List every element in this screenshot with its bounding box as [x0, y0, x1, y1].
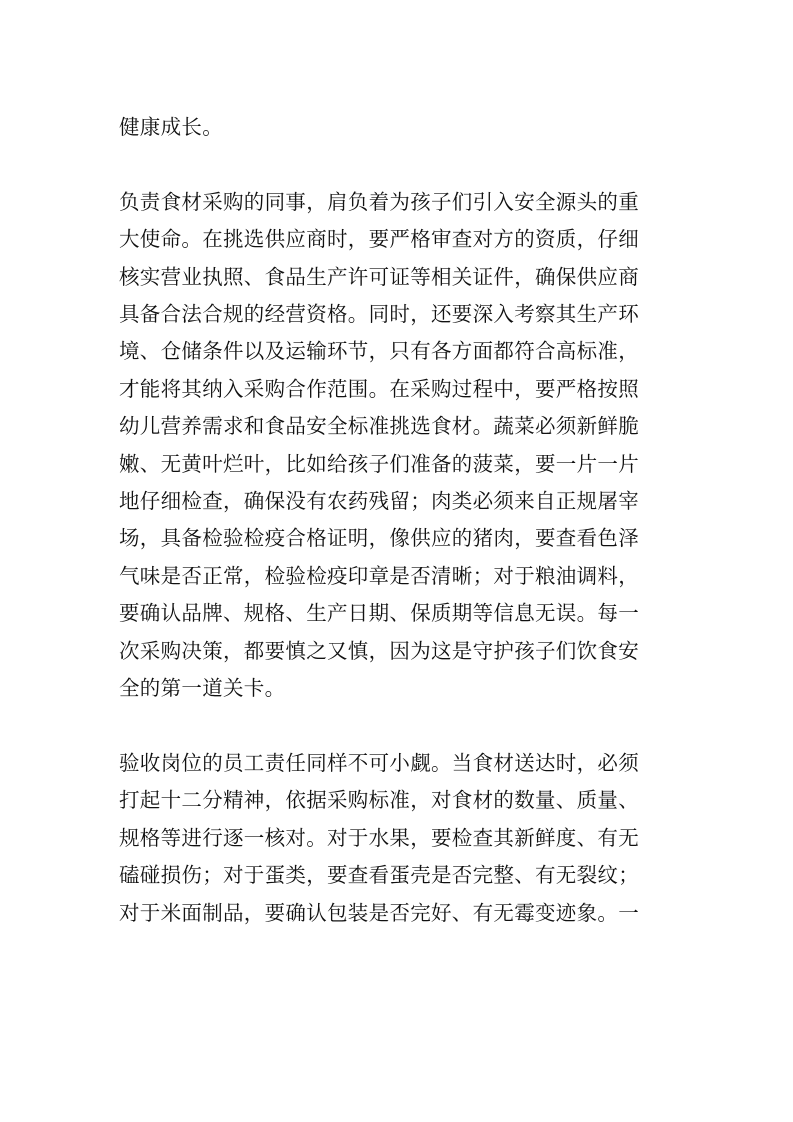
text-line: 健康成长。: [119, 115, 223, 139]
text-line: 验收岗位的员工责任同样不可小觑。当食材送达时，必须: [119, 750, 639, 775]
text-line: 负责食材采购的同事，肩负着为孩子们引入安全源头的重: [119, 189, 639, 214]
text-line: 具备合法合规的经营资格。同时，还要深入考察其生产环: [119, 302, 639, 327]
text-line: 规格等进行逐一核对。对于水果，要检查其新鲜度、有无: [119, 825, 639, 850]
text-line: 嫩、无黄叶烂叶，比如给孩子们准备的菠菜，要一片一片: [119, 451, 639, 476]
text-line: 磕碰损伤；对于蛋类，要查看蛋壳是否完整、有无裂纹；: [119, 863, 639, 888]
text-line: 全的第一道关卡。: [119, 676, 286, 701]
text-line: 对于米面制品，要确认包装是否完好、有无霉变迹象。一: [119, 900, 639, 925]
text-line: 核实营业执照、食品生产许可证等相关证件，确保供应商: [119, 264, 639, 289]
paragraph-1: [119, 109, 679, 146]
text-line: 要确认品牌、规格、生产日期、保质期等信息无误。每一: [119, 601, 639, 626]
text-line: 场，具备检验检疫合格证明，像供应的猪肉，要查看色泽: [119, 526, 639, 551]
text-line: 气味是否正常，检验检疫印章是否清晰；对于粮油调料，: [119, 563, 639, 588]
paragraph-2: [119, 184, 679, 708]
paragraph-3: [119, 745, 679, 932]
text-line: 打起十二分精神，依据采购标准，对食材的数量、质量、: [119, 788, 639, 813]
text-line: 才能将其纳入采购合作范围。在采购过程中，要严格按照: [119, 376, 639, 401]
text-line: 幼儿营养需求和食品安全标准挑选食材。蔬菜必须新鲜脆: [119, 414, 639, 439]
text-line: 次采购决策，都要慎之又慎，因为这是守护孩子们饮食安: [119, 638, 639, 663]
document-body: [119, 109, 679, 969]
text-line: 大使命。在挑选供应商时，要严格审查对方的资质，仔细: [119, 227, 639, 252]
text-line: 地仔细检查，确保没有农药残留；肉类必须来自正规屠宰: [119, 489, 639, 514]
text-line: 境、仓储条件以及运输环节，只有各方面都符合高标准，: [119, 339, 639, 364]
